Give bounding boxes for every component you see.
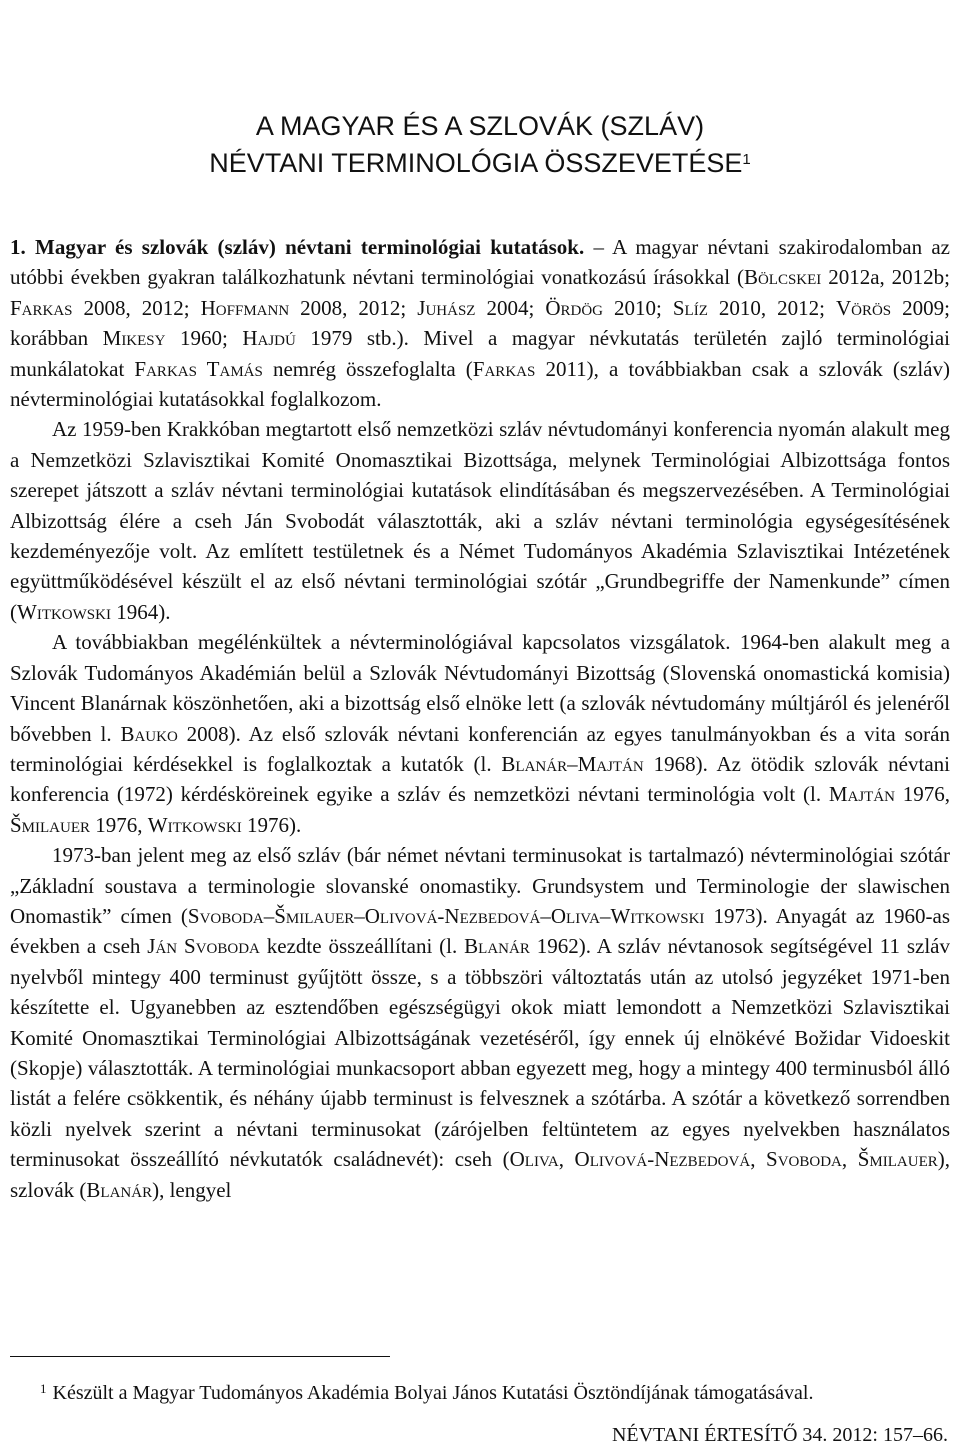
text-run: 2008). Az első szlovák névtani konferencián az egyes tanulmányokban és a vita során terminológiai kérdésekkel is foglalkoztak a kutatók (l.	[10, 721, 950, 776]
text-run: 1976,	[90, 812, 148, 837]
text-run: 2008, 2012;	[289, 295, 418, 320]
author-name: Olivová-Nezbedová	[574, 1147, 751, 1172]
journal-citation: NÉVTANI ÉRTESÍTŐ 34. 2012: 157–66.	[611, 1424, 948, 1446]
text-run: 2010, 2012;	[707, 295, 836, 320]
text-run: 2008, 2012;	[72, 295, 201, 320]
paragraph-2	[10, 414, 950, 627]
article-body	[10, 232, 950, 1205]
author-name: Šmilauer	[10, 812, 91, 837]
footnote-text: Készült a Magyar Tudományos Akadémia Bolyai János Kutatási Ösztöndíjának támogatásával.	[52, 1382, 814, 1404]
author-name: Mikesy	[102, 326, 166, 351]
text-run: 2011), a továbbiakban csak a szlovák (szláv) névterminológiai kutatásokkal foglalkozom.	[10, 356, 950, 412]
text-run: nemrég összefoglalta (	[262, 356, 473, 381]
text-run: 2004;	[475, 295, 546, 320]
title-line-2	[0, 145, 960, 182]
author-name: Farkas	[10, 295, 73, 320]
text-run: 1960;	[165, 326, 243, 351]
author-name: Hoffmann	[200, 295, 290, 320]
author-name: Šmilauer	[857, 1147, 938, 1172]
text-run: 1964).	[110, 599, 171, 624]
text-run: 2009; korábban	[10, 295, 950, 351]
author-name: Blanár	[464, 934, 530, 959]
author-name: Farkas	[472, 356, 536, 381]
text-run: 1962). A szláv névtanosok segítségével 11 szláv nyelvből mintegy 400 terminust gyűjtött össze, s a többszöri változtatás után az utolsó jegyzéket 1971-ben készítette el. Ugyanebben az esztendőben egészségügyi okok miatt lemondott a Nemzetközi Szlavisztikai Komité Onomasztikai Terminológiai Albizottságának vezetéséről, így ennek új elnökévé Božidar Vidoeskit (Skopje) választották. A terminológiai munkacsoport abban egyezett meg, hogy a mintegy 400 terminusból álló listát a felére csökkentik, és néhány újabb terminust is felvesznek a szótárba. A szótár a következő sorrendben közli nyelvek szerint a névtani terminusokat (zárójelben feltüntetem az egyes nyelvekben használatos terminusokat összeállító névkutatók családnevét): cseh (	[10, 934, 950, 1172]
title-line-2-text: NÉVTANI TERMINOLÓGIA ÖSSZEVETÉSE	[209, 148, 743, 178]
author-name: Juhász	[417, 295, 476, 320]
text-run: – A magyar névtani szakirodalomban az utóbbi években gyakran találkozhatunk névtani terminológiai vonatkozású írásokkal (	[10, 235, 950, 290]
author-name: Hajdú	[242, 326, 296, 351]
text-run: 1976,	[895, 782, 950, 807]
text-run: 2012a, 2012b;	[821, 265, 950, 290]
text-run: 1968). Az ötödik szlovák névtani konferencia (1972) kérdésköreinek egyike a szláv és nemzetközi névtani terminológia volt (l.	[10, 751, 950, 807]
author-name: Bölcskei	[743, 265, 822, 290]
text-run: 1973-ban jelent meg az első szláv (bár német névtani terminusokat is tartalmazó) névterminológiai szótár „Základní soustava a terminologie slovanské onomastiky. Grundsystem und Terminologie der slawischen Onomastik” címen (	[10, 843, 950, 928]
footnote-divider	[10, 1356, 390, 1357]
author-name: Blanár–Majtán	[501, 751, 644, 776]
text-run: kezdte összeállítani (l.	[259, 934, 465, 959]
paragraph-1	[10, 232, 950, 414]
article-title	[0, 108, 960, 182]
footnote-mark: 1	[40, 1381, 47, 1396]
author-name: Ördög	[545, 295, 603, 320]
paragraph-4	[10, 840, 950, 1205]
author-name: Bauko	[120, 721, 178, 746]
footnote	[40, 1380, 960, 1406]
text-run: ,	[750, 1147, 767, 1172]
author-name: Svoboda	[766, 1147, 842, 1172]
author-name: Vörös	[835, 295, 892, 320]
text-run: ,	[558, 1147, 575, 1172]
author-name: Oliva	[509, 1147, 559, 1172]
text-run: 1973). Anyagát az 1960-as években a cseh	[10, 903, 950, 959]
author-name: Svoboda–Šmilauer–Olivová-Nezbedová–Oliva–Witkowski	[187, 903, 705, 928]
paragraph-3	[10, 627, 950, 840]
author-name: Slíz	[672, 295, 708, 320]
author-name: Witkowski	[147, 812, 242, 837]
text-run: Az 1959-ben Krakkóban megtartott első nemzetközi szláv névtudományi konferencia nyomán alakult meg a Nemzetközi Szlavisztikai Komité Onomasztikai Bizottsága, melynek Terminológiai Albizottsága fontos szerepet játszott a szláv névtani terminológiai kutatások elindításában és megszervezésében. A Terminológiai Albizottság élére a cseh Ján Svobodát választották, aki a szláv névtani terminológia egységesítésének kezdeményezője volt. Az említett testületnek és a Német Tudományos Akadémia Szlavisztikai Intézetének együttműködésével készült el az első névtani terminológiai szótár „Grundbegriffe der Namenkunde” címen (	[10, 417, 950, 624]
title-footnote-mark: 1	[742, 151, 751, 168]
text-run: ), szlovák (	[10, 1147, 950, 1202]
author-name: Farkas Tamás	[134, 356, 263, 381]
author-name: Blanár	[86, 1177, 153, 1202]
author-name: Witkowski	[17, 599, 111, 624]
text-run: ), lengyel	[152, 1177, 232, 1202]
title-line-1: A MAGYAR ÉS A SZLOVÁK (SZLÁV)	[255, 111, 705, 141]
text-run: 1979 stb.). Mivel a magyar névkutatás területén zajló terminológiai munkálatokat	[10, 326, 950, 381]
text-run: A továbbiakban megélénkültek a névterminológiával kapcsolatos vizsgálatok. 1964-ben alakult meg a Szlovák Tudományos Akadémián belül a Szlovák Névtudományi Bizottság (Slovenská onomastická komisia) Vincent Blanárnak köszönhetően, aki a bizottság első elnöke lett (a szlovák névtudomány múltjáról és jelenéről bővebben l.	[10, 630, 950, 746]
text-run: 2010;	[603, 295, 673, 320]
section-heading: 1. Magyar és szlovák (szláv) névtani terminológiai kutatások.	[10, 235, 585, 259]
author-name: Majtán	[828, 782, 895, 807]
text-run: 1976).	[241, 812, 302, 837]
author-name: Ján Svoboda	[147, 934, 260, 959]
text-run: ,	[841, 1147, 858, 1172]
